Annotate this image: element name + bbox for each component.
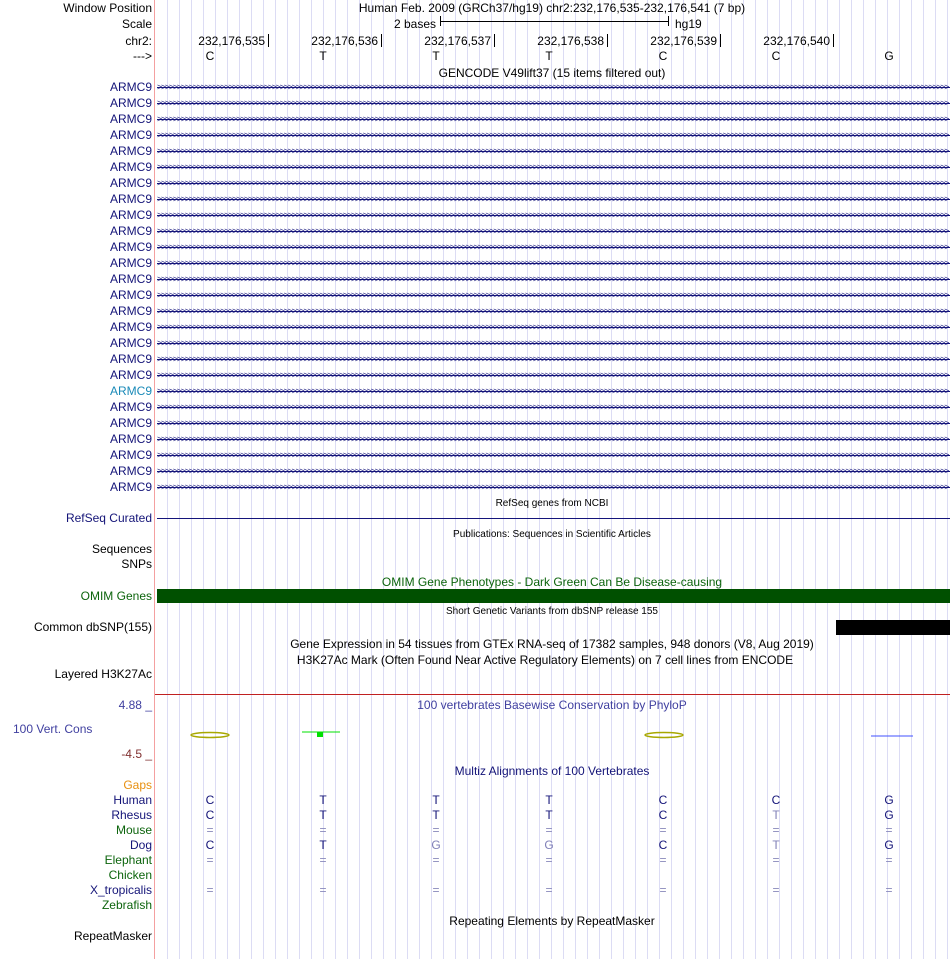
multiz-title: Multiz Alignments of 100 Vertebrates: [454, 764, 650, 778]
gencode-title: GENCODE V49lift37 (15 items filtered out): [438, 66, 666, 80]
phylop-title: 100 vertebrates Basewise Conservation by PhyloP: [417, 698, 687, 712]
strand-arrows-icon: >>>>>>>>>>>>>>>>>>>>>>>>>>>>>>>>>>>>>>>>>>>>>>>>>>>>>>>>>>>>>>>>>>>>>>>>>>>>>>>>>>>>>>>>>>>>>>>>>>>>>>>>>>>>>>>>>>>>>>>>>>>>>>>>>>>>>>>>>>>>>>>>>>>>>>>>>>>>>>>>>>>>>>>>>>>>>>>>>>>>>>>>>>>>>>>>>>>>>>>>: [157, 210, 949, 220]
reference-base: C: [771, 49, 781, 63]
coordinate-label: 232,176,540: [763, 34, 830, 48]
strand-arrows-icon: >>>>>>>>>>>>>>>>>>>>>>>>>>>>>>>>>>>>>>>>>>>>>>>>>>>>>>>>>>>>>>>>>>>>>>>>>>>>>>>>>>>>>>>>>>>>>>>>>>>>>>>>>>>>>>>>>>>>>>>>>>>>>>>>>>>>>>>>>>>>>>>>>>>>>>>>>>>>>>>>>>>>>>>>>>>>>>>>>>>>>>>>>>>>>>>>>>>>>>>>: [157, 322, 949, 332]
snps-label[interactable]: SNPs: [121, 557, 152, 571]
species-label-human[interactable]: Human: [113, 793, 152, 807]
aligned-base: =: [659, 883, 667, 897]
gencode-transcript-label[interactable]: ARMC9: [109, 128, 152, 142]
strand-arrows-icon: >>>>>>>>>>>>>>>>>>>>>>>>>>>>>>>>>>>>>>>>>>>>>>>>>>>>>>>>>>>>>>>>>>>>>>>>>>>>>>>>>>>>>>>>>>>>>>>>>>>>>>>>>>>>>>>>>>>>>>>>>>>>>>>>>>>>>>>>>>>>>>>>>>>>>>>>>>>>>>>>>>>>>>>>>>>>>>>>>>>>>>>>>>>>>>>>>>>>>>>>: [157, 194, 949, 204]
aligned-base: G: [884, 808, 894, 822]
aligned-base: =: [772, 853, 780, 867]
aligned-base: =: [772, 823, 780, 837]
strand-arrows-icon: >>>>>>>>>>>>>>>>>>>>>>>>>>>>>>>>>>>>>>>>>>>>>>>>>>>>>>>>>>>>>>>>>>>>>>>>>>>>>>>>>>>>>>>>>>>>>>>>>>>>>>>>>>>>>>>>>>>>>>>>>>>>>>>>>>>>>>>>>>>>>>>>>>>>>>>>>>>>>>>>>>>>>>>>>>>>>>>>>>>>>>>>>>>>>>>>>>>>>>>>: [157, 98, 949, 108]
strand-arrows-icon: >>>>>>>>>>>>>>>>>>>>>>>>>>>>>>>>>>>>>>>>>>>>>>>>>>>>>>>>>>>>>>>>>>>>>>>>>>>>>>>>>>>>>>>>>>>>>>>>>>>>>>>>>>>>>>>>>>>>>>>>>>>>>>>>>>>>>>>>>>>>>>>>>>>>>>>>>>>>>>>>>>>>>>>>>>>>>>>>>>>>>>>>>>>>>>>>>>>>>>>>: [157, 114, 949, 124]
coordinate-tick: [381, 34, 382, 47]
gencode-transcript-label[interactable]: ARMC9: [109, 80, 152, 94]
species-label-mouse[interactable]: Mouse: [115, 823, 152, 837]
repeatmasker-label[interactable]: RepeatMasker: [73, 929, 152, 943]
coordinate-label: 232,176,539: [650, 34, 717, 48]
omim-label[interactable]: OMIM Genes: [80, 589, 152, 603]
strand-arrows-icon: >>>>>>>>>>>>>>>>>>>>>>>>>>>>>>>>>>>>>>>>>>>>>>>>>>>>>>>>>>>>>>>>>>>>>>>>>>>>>>>>>>>>>>>>>>>>>>>>>>>>>>>>>>>>>>>>>>>>>>>>>>>>>>>>>>>>>>>>>>>>>>>>>>>>>>>>>>>>>>>>>>>>>>>>>>>>>>>>>>>>>>>>>>>>>>>>>>>>>>>>: [157, 450, 949, 460]
species-label-chicken[interactable]: Chicken: [108, 868, 152, 882]
scale-text: 2 bases: [393, 17, 436, 31]
aligned-base: =: [432, 883, 440, 897]
aligned-base: =: [545, 853, 553, 867]
aligned-base: =: [885, 883, 893, 897]
coordinate-label: 232,176,537: [424, 34, 491, 48]
aligned-base: T: [772, 808, 780, 822]
coordinate-tick: [494, 34, 495, 47]
aligned-base: =: [206, 883, 214, 897]
aligned-base: T: [772, 838, 780, 852]
aligned-base: T: [432, 808, 440, 822]
gencode-transcript-label[interactable]: ARMC9: [109, 320, 152, 334]
species-label-x_tropicalis[interactable]: X_tropicalis: [89, 883, 152, 897]
gencode-transcript-label[interactable]: ARMC9: [109, 400, 152, 414]
aligned-base: G: [884, 793, 894, 807]
refseq-label[interactable]: RefSeq Curated: [65, 511, 152, 525]
strand-arrows-icon: >>>>>>>>>>>>>>>>>>>>>>>>>>>>>>>>>>>>>>>>>>>>>>>>>>>>>>>>>>>>>>>>>>>>>>>>>>>>>>>>>>>>>>>>>>>>>>>>>>>>>>>>>>>>>>>>>>>>>>>>>>>>>>>>>>>>>>>>>>>>>>>>>>>>>>>>>>>>>>>>>>>>>>>>>>>>>>>>>>>>>>>>>>>>>>>>>>>>>>>>: [157, 146, 949, 156]
aligned-base: =: [772, 883, 780, 897]
strand-label: --->: [133, 49, 152, 63]
reference-base: C: [205, 49, 215, 63]
aligned-base: =: [432, 823, 440, 837]
gencode-transcript-label[interactable]: ARMC9: [109, 96, 152, 110]
chrom-label: chr2:: [125, 34, 152, 48]
sequences-label[interactable]: Sequences: [91, 542, 152, 556]
aligned-base: =: [885, 823, 893, 837]
strand-arrows-icon: >>>>>>>>>>>>>>>>>>>>>>>>>>>>>>>>>>>>>>>>>>>>>>>>>>>>>>>>>>>>>>>>>>>>>>>>>>>>>>>>>>>>>>>>>>>>>>>>>>>>>>>>>>>>>>>>>>>>>>>>>>>>>>>>>>>>>>>>>>>>>>>>>>>>>>>>>>>>>>>>>>>>>>>>>>>>>>>>>>>>>>>>>>>>>>>>>>>>>>>>: [157, 386, 949, 396]
coordinate-tick: [720, 34, 721, 47]
assembly-title: Human Feb. 2009 (GRCh37/hg19) chr2:232,176,535-232,176,541 (7 bp): [358, 1, 746, 15]
dbsnp-title: Short Genetic Variants from dbSNP release 155: [446, 606, 658, 617]
species-label-rhesus[interactable]: Rhesus: [111, 808, 152, 822]
strand-arrows-icon: >>>>>>>>>>>>>>>>>>>>>>>>>>>>>>>>>>>>>>>>>>>>>>>>>>>>>>>>>>>>>>>>>>>>>>>>>>>>>>>>>>>>>>>>>>>>>>>>>>>>>>>>>>>>>>>>>>>>>>>>>>>>>>>>>>>>>>>>>>>>>>>>>>>>>>>>>>>>>>>>>>>>>>>>>>>>>>>>>>>>>>>>>>>>>>>>>>>>>>>>: [157, 130, 949, 140]
dbsnp-label[interactable]: Common dbSNP(155): [33, 620, 152, 634]
aligned-base: C: [205, 838, 215, 852]
aligned-base: =: [885, 853, 893, 867]
strand-arrows-icon: >>>>>>>>>>>>>>>>>>>>>>>>>>>>>>>>>>>>>>>>>>>>>>>>>>>>>>>>>>>>>>>>>>>>>>>>>>>>>>>>>>>>>>>>>>>>>>>>>>>>>>>>>>>>>>>>>>>>>>>>>>>>>>>>>>>>>>>>>>>>>>>>>>>>>>>>>>>>>>>>>>>>>>>>>>>>>>>>>>>>>>>>>>>>>>>>>>>>>>>>: [157, 370, 949, 380]
gencode-transcript-label[interactable]: ARMC9: [109, 336, 152, 350]
gencode-transcript-label[interactable]: ARMC9: [109, 176, 152, 190]
strand-arrows-icon: >>>>>>>>>>>>>>>>>>>>>>>>>>>>>>>>>>>>>>>>>>>>>>>>>>>>>>>>>>>>>>>>>>>>>>>>>>>>>>>>>>>>>>>>>>>>>>>>>>>>>>>>>>>>>>>>>>>>>>>>>>>>>>>>>>>>>>>>>>>>>>>>>>>>>>>>>>>>>>>>>>>>>>>>>>>>>>>>>>>>>>>>>>>>>>>>>>>>>>>>: [157, 290, 949, 300]
aligned-base: T: [432, 793, 440, 807]
strand-arrows-icon: >>>>>>>>>>>>>>>>>>>>>>>>>>>>>>>>>>>>>>>>>>>>>>>>>>>>>>>>>>>>>>>>>>>>>>>>>>>>>>>>>>>>>>>>>>>>>>>>>>>>>>>>>>>>>>>>>>>>>>>>>>>>>>>>>>>>>>>>>>>>>>>>>>>>>>>>>>>>>>>>>>>>>>>>>>>>>>>>>>>>>>>>>>>>>>>>>>>>>>>>: [157, 274, 949, 284]
aligned-base: =: [659, 853, 667, 867]
gencode-transcript-label[interactable]: ARMC9: [109, 480, 152, 494]
reference-base: C: [658, 49, 668, 63]
omim-title: OMIM Gene Phenotypes - Dark Green Can Be Disease-causing: [381, 575, 723, 589]
gencode-transcript-label[interactable]: ARMC9: [109, 272, 152, 286]
species-label-elephant[interactable]: Elephant: [104, 853, 152, 867]
gencode-transcript-label[interactable]: ARMC9: [109, 256, 152, 270]
aligned-base: =: [319, 853, 327, 867]
gencode-transcript-label[interactable]: ARMC9: [109, 240, 152, 254]
reference-base: G: [884, 49, 894, 63]
gencode-transcript-label[interactable]: ARMC9: [109, 416, 152, 430]
repeatmasker-title: Repeating Elements by RepeatMasker: [449, 914, 655, 928]
refseq-title: RefSeq genes from NCBI: [495, 498, 609, 509]
strand-arrows-icon: >>>>>>>>>>>>>>>>>>>>>>>>>>>>>>>>>>>>>>>>>>>>>>>>>>>>>>>>>>>>>>>>>>>>>>>>>>>>>>>>>>>>>>>>>>>>>>>>>>>>>>>>>>>>>>>>>>>>>>>>>>>>>>>>>>>>>>>>>>>>>>>>>>>>>>>>>>>>>>>>>>>>>>>>>>>>>>>>>>>>>>>>>>>>>>>>>>>>>>>>: [157, 466, 949, 476]
window-position-label: Window Position: [63, 1, 152, 15]
gencode-transcript-label[interactable]: ARMC9: [109, 224, 152, 238]
scale-db: hg19: [675, 17, 702, 31]
aligned-base: =: [432, 853, 440, 867]
coordinate-label: 232,176,536: [311, 34, 378, 48]
aligned-base: =: [659, 823, 667, 837]
gencode-transcript-label[interactable]: ARMC9: [109, 448, 152, 462]
h3k27ac-label[interactable]: Layered H3K27Ac: [54, 667, 152, 681]
h3k27ac-title: H3K27Ac Mark (Often Found Near Active Regulatory Elements) on 7 cell lines from ENCODE: [296, 653, 794, 667]
aligned-base: G: [431, 838, 441, 852]
reference-base: T: [319, 49, 327, 63]
aligned-base: C: [205, 808, 215, 822]
strand-arrows-icon: >>>>>>>>>>>>>>>>>>>>>>>>>>>>>>>>>>>>>>>>>>>>>>>>>>>>>>>>>>>>>>>>>>>>>>>>>>>>>>>>>>>>>>>>>>>>>>>>>>>>>>>>>>>>>>>>>>>>>>>>>>>>>>>>>>>>>>>>>>>>>>>>>>>>>>>>>>>>>>>>>>>>>>>>>>>>>>>>>>>>>>>>>>>>>>>>>>>>>>>>: [157, 354, 949, 364]
strand-arrows-icon: >>>>>>>>>>>>>>>>>>>>>>>>>>>>>>>>>>>>>>>>>>>>>>>>>>>>>>>>>>>>>>>>>>>>>>>>>>>>>>>>>>>>>>>>>>>>>>>>>>>>>>>>>>>>>>>>>>>>>>>>>>>>>>>>>>>>>>>>>>>>>>>>>>>>>>>>>>>>>>>>>>>>>>>>>>>>>>>>>>>>>>>>>>>>>>>>>>>>>>>>: [157, 258, 949, 268]
aligned-base: T: [545, 808, 553, 822]
gencode-transcript-label[interactable]: ARMC9: [109, 352, 152, 366]
phylop-mark: [645, 733, 683, 738]
gaps-label[interactable]: Gaps: [123, 778, 152, 792]
coordinate-label: 232,176,538: [537, 34, 604, 48]
phylop-mark: [317, 732, 323, 737]
strand-arrows-icon: >>>>>>>>>>>>>>>>>>>>>>>>>>>>>>>>>>>>>>>>>>>>>>>>>>>>>>>>>>>>>>>>>>>>>>>>>>>>>>>>>>>>>>>>>>>>>>>>>>>>>>>>>>>>>>>>>>>>>>>>>>>>>>>>>>>>>>>>>>>>>>>>>>>>>>>>>>>>>>>>>>>>>>>>>>>>>>>>>>>>>>>>>>>>>>>>>>>>>>>>: [157, 338, 949, 348]
aligned-base: T: [319, 808, 327, 822]
species-label-zebrafish[interactable]: Zebrafish: [101, 898, 152, 912]
gencode-transcript-label[interactable]: ARMC9: [109, 464, 152, 478]
gencode-transcript-label[interactable]: ARMC9: [109, 208, 152, 222]
strand-arrows-icon: >>>>>>>>>>>>>>>>>>>>>>>>>>>>>>>>>>>>>>>>>>>>>>>>>>>>>>>>>>>>>>>>>>>>>>>>>>>>>>>>>>>>>>>>>>>>>>>>>>>>>>>>>>>>>>>>>>>>>>>>>>>>>>>>>>>>>>>>>>>>>>>>>>>>>>>>>>>>>>>>>>>>>>>>>>>>>>>>>>>>>>>>>>>>>>>>>>>>>>>>: [157, 242, 949, 252]
gencode-transcript-label[interactable]: ARMC9: [109, 288, 152, 302]
aligned-base: C: [205, 793, 215, 807]
aligned-base: G: [544, 838, 554, 852]
gtex-title: Gene Expression in 54 tissues from GTEx RNA-seq of 17382 samples, 948 donors (V8, Aug 2019): [290, 637, 814, 651]
aligned-base: T: [319, 793, 327, 807]
publications-title: Publications: Sequences in Scientific Articles: [453, 529, 651, 540]
aligned-base: G: [884, 838, 894, 852]
aligned-base: C: [658, 808, 668, 822]
gencode-transcript-label[interactable]: ARMC9: [109, 384, 152, 398]
coordinate-tick: [607, 34, 608, 47]
aligned-base: =: [206, 823, 214, 837]
phylop-max: 4.88 _: [118, 698, 152, 712]
gencode-transcript-label[interactable]: ARMC9: [109, 160, 152, 174]
aligned-base: =: [319, 823, 327, 837]
aligned-base: T: [319, 838, 327, 852]
species-label-dog[interactable]: Dog: [129, 838, 152, 852]
aligned-base: =: [545, 823, 553, 837]
coordinate-tick: [833, 34, 834, 47]
aligned-base: T: [545, 793, 553, 807]
aligned-base: =: [319, 883, 327, 897]
strand-arrows-icon: >>>>>>>>>>>>>>>>>>>>>>>>>>>>>>>>>>>>>>>>>>>>>>>>>>>>>>>>>>>>>>>>>>>>>>>>>>>>>>>>>>>>>>>>>>>>>>>>>>>>>>>>>>>>>>>>>>>>>>>>>>>>>>>>>>>>>>>>>>>>>>>>>>>>>>>>>>>>>>>>>>>>>>>>>>>>>>>>>>>>>>>>>>>>>>>>>>>>>>>>: [157, 402, 949, 412]
reference-base: T: [432, 49, 440, 63]
strand-arrows-icon: >>>>>>>>>>>>>>>>>>>>>>>>>>>>>>>>>>>>>>>>>>>>>>>>>>>>>>>>>>>>>>>>>>>>>>>>>>>>>>>>>>>>>>>>>>>>>>>>>>>>>>>>>>>>>>>>>>>>>>>>>>>>>>>>>>>>>>>>>>>>>>>>>>>>>>>>>>>>>>>>>>>>>>>>>>>>>>>>>>>>>>>>>>>>>>>>>>>>>>>>: [157, 482, 949, 492]
gencode-transcript-label[interactable]: ARMC9: [109, 304, 152, 318]
coordinate-tick: [268, 34, 269, 47]
gencode-transcript-label[interactable]: ARMC9: [109, 432, 152, 446]
gencode-transcript-label[interactable]: ARMC9: [109, 368, 152, 382]
scale-label: Scale: [121, 17, 152, 31]
strand-arrows-icon: >>>>>>>>>>>>>>>>>>>>>>>>>>>>>>>>>>>>>>>>>>>>>>>>>>>>>>>>>>>>>>>>>>>>>>>>>>>>>>>>>>>>>>>>>>>>>>>>>>>>>>>>>>>>>>>>>>>>>>>>>>>>>>>>>>>>>>>>>>>>>>>>>>>>>>>>>>>>>>>>>>>>>>>>>>>>>>>>>>>>>>>>>>>>>>>>>>>>>>>>: [157, 162, 949, 172]
coordinate-label: 232,176,535: [198, 34, 265, 48]
strand-arrows-icon: >>>>>>>>>>>>>>>>>>>>>>>>>>>>>>>>>>>>>>>>>>>>>>>>>>>>>>>>>>>>>>>>>>>>>>>>>>>>>>>>>>>>>>>>>>>>>>>>>>>>>>>>>>>>>>>>>>>>>>>>>>>>>>>>>>>>>>>>>>>>>>>>>>>>>>>>>>>>>>>>>>>>>>>>>>>>>>>>>>>>>>>>>>>>>>>>>>>>>>>>: [157, 418, 949, 428]
phylop-mark: [191, 733, 229, 738]
gencode-transcript-label[interactable]: ARMC9: [109, 144, 152, 158]
aligned-base: =: [206, 853, 214, 867]
strand-arrows-icon: >>>>>>>>>>>>>>>>>>>>>>>>>>>>>>>>>>>>>>>>>>>>>>>>>>>>>>>>>>>>>>>>>>>>>>>>>>>>>>>>>>>>>>>>>>>>>>>>>>>>>>>>>>>>>>>>>>>>>>>>>>>>>>>>>>>>>>>>>>>>>>>>>>>>>>>>>>>>>>>>>>>>>>>>>>>>>>>>>>>>>>>>>>>>>>>>>>>>>>>>: [157, 226, 949, 236]
reference-base: T: [545, 49, 553, 63]
strand-arrows-icon: >>>>>>>>>>>>>>>>>>>>>>>>>>>>>>>>>>>>>>>>>>>>>>>>>>>>>>>>>>>>>>>>>>>>>>>>>>>>>>>>>>>>>>>>>>>>>>>>>>>>>>>>>>>>>>>>>>>>>>>>>>>>>>>>>>>>>>>>>>>>>>>>>>>>>>>>>>>>>>>>>>>>>>>>>>>>>>>>>>>>>>>>>>>>>>>>>>>>>>>>: [157, 178, 949, 188]
aligned-base: =: [545, 883, 553, 897]
phylop-min: -4.5 _: [121, 747, 152, 761]
strand-arrows-icon: >>>>>>>>>>>>>>>>>>>>>>>>>>>>>>>>>>>>>>>>>>>>>>>>>>>>>>>>>>>>>>>>>>>>>>>>>>>>>>>>>>>>>>>>>>>>>>>>>>>>>>>>>>>>>>>>>>>>>>>>>>>>>>>>>>>>>>>>>>>>>>>>>>>>>>>>>>>>>>>>>>>>>>>>>>>>>>>>>>>>>>>>>>>>>>>>>>>>>>>>: [157, 434, 949, 444]
aligned-base: C: [658, 838, 668, 852]
strand-arrows-icon: >>>>>>>>>>>>>>>>>>>>>>>>>>>>>>>>>>>>>>>>>>>>>>>>>>>>>>>>>>>>>>>>>>>>>>>>>>>>>>>>>>>>>>>>>>>>>>>>>>>>>>>>>>>>>>>>>>>>>>>>>>>>>>>>>>>>>>>>>>>>>>>>>>>>>>>>>>>>>>>>>>>>>>>>>>>>>>>>>>>>>>>>>>>>>>>>>>>>>>>>: [157, 306, 949, 316]
gencode-transcript-label[interactable]: ARMC9: [109, 192, 152, 206]
aligned-base: C: [658, 793, 668, 807]
phylop-label[interactable]: 100 Vert. Cons: [13, 722, 93, 736]
strand-arrows-icon: >>>>>>>>>>>>>>>>>>>>>>>>>>>>>>>>>>>>>>>>>>>>>>>>>>>>>>>>>>>>>>>>>>>>>>>>>>>>>>>>>>>>>>>>>>>>>>>>>>>>>>>>>>>>>>>>>>>>>>>>>>>>>>>>>>>>>>>>>>>>>>>>>>>>>>>>>>>>>>>>>>>>>>>>>>>>>>>>>>>>>>>>>>>>>>>>>>>>>>>>: [157, 82, 949, 92]
gencode-transcript-label[interactable]: ARMC9: [109, 112, 152, 126]
aligned-base: C: [771, 793, 781, 807]
